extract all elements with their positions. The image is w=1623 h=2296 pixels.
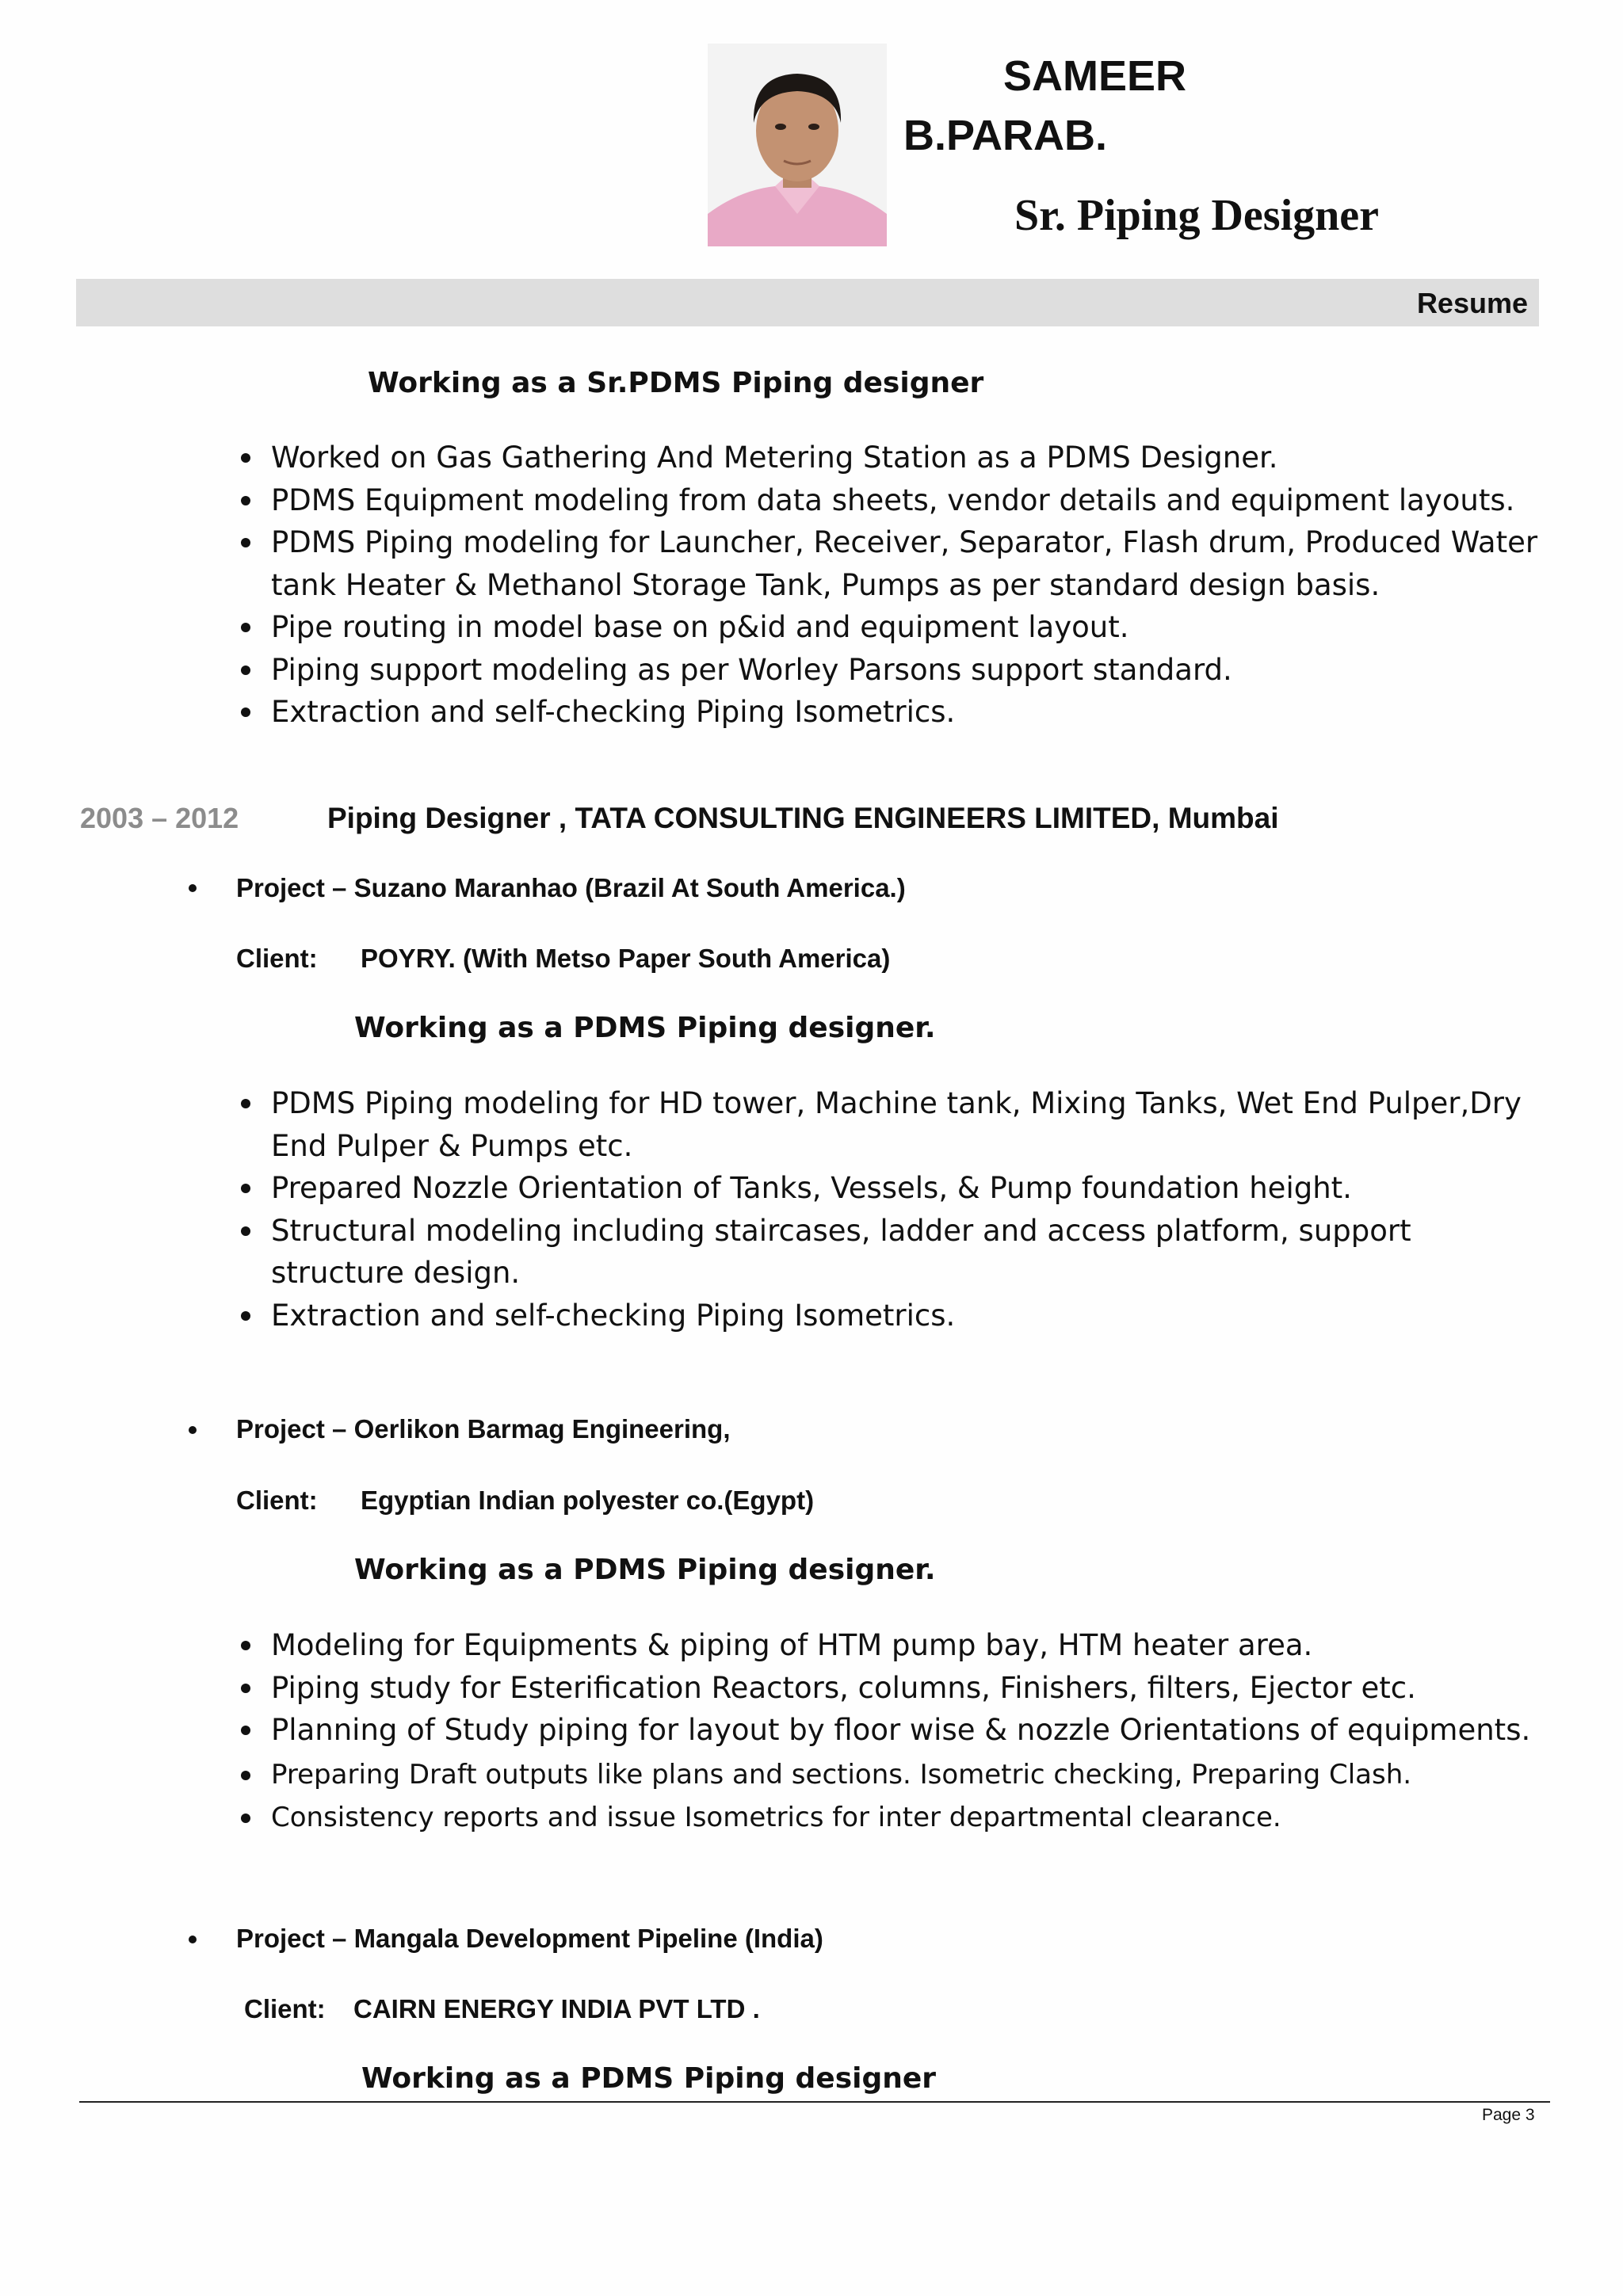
candidate-first-name: SAMEER (1003, 52, 1187, 100)
portrait-image (708, 44, 887, 246)
project-title: Project – Mangala Development Pipeline (India) (236, 1924, 823, 1953)
candidate-designation: Sr. Piping Designer (1014, 191, 1379, 240)
client-name: CAIRN ENERGY INDIA PVT LTD . (353, 1994, 760, 2023)
list-item: PDMS Equipment modeling from data sheets, vendor details and equipment layouts. (238, 479, 1545, 522)
current-role-heading: Working as a Sr.PDMS Piping designer (368, 367, 984, 399)
client-label: Client: (244, 1994, 326, 2023)
project-title: Project – Suzano Maranhao (Brazil At South America.) (236, 873, 906, 902)
project-bullets (238, 1624, 1545, 1752)
list-item: Structural modeling including staircases, ladder and access platform, support structure design. (238, 1210, 1545, 1295)
list-item: Planning of Study piping for layout by floor wise & nozzle Orientations of equipments. (238, 1709, 1545, 1752)
project-bullets (238, 1082, 1545, 1337)
list-item: Extraction and self-checking Piping Isometrics. (238, 691, 1545, 734)
page-number: Page 3 (1482, 2106, 1535, 2124)
list-item: Prepared Nozzle Orientation of Tanks, Vessels, & Pump foundation height. (238, 1167, 1545, 1210)
project-bullets-small (238, 1754, 1545, 1839)
candidate-last-name: B.PARAB. (903, 112, 1108, 159)
bullet-icon (189, 1936, 197, 1943)
list-item: Extraction and self-checking Piping Isometrics. (238, 1295, 1545, 1337)
client-name: POYRY. (With Metso Paper South America) (361, 944, 891, 973)
list-item: PDMS Piping modeling for Launcher, Receiver, Separator, Flash drum, Produced Water tank Heater & Methanol Storage Tank, Pumps as per standard design basis. (238, 521, 1545, 606)
project-role: Working as a PDMS Piping designer. (354, 1012, 936, 1044)
client-label: Client: (236, 1486, 318, 1515)
list-item: Preparing Draft outputs like plans and sections. Isometric checking, Preparing Clash. (238, 1754, 1545, 1797)
bullet-icon (189, 884, 197, 892)
client-name: Egyptian Indian polyester co.(Egypt) (361, 1486, 815, 1515)
project-role: Working as a PDMS Piping designer. (354, 1554, 936, 1586)
profile-photo (708, 44, 887, 246)
list-item: PDMS Piping modeling for HD tower, Machine tank, Mixing Tanks, Wet End Pulper,Dry End Pulper & Pumps etc. (238, 1082, 1545, 1167)
section-bar (76, 279, 1539, 326)
list-item: Worked on Gas Gathering And Metering Station as a PDMS Designer. (238, 437, 1545, 479)
list-item: Modeling for Equipments & piping of HTM pump bay, HTM heater area. (238, 1624, 1545, 1667)
client-label: Client: (236, 944, 318, 973)
project-title: Project – Oerlikon Barmag Engineering, (236, 1414, 731, 1444)
employment-position: Piping Designer , TATA CONSULTING ENGINEERS LIMITED, Mumbai (327, 802, 1279, 834)
footer-divider (79, 2101, 1550, 2103)
project-role: Working as a PDMS Piping designer (361, 2062, 937, 2095)
employment-years: 2003 – 2012 (80, 802, 239, 834)
current-role-bullets (238, 437, 1545, 734)
list-item: Piping study for Esterification Reactors, columns, Finishers, filters, Ejector etc. (238, 1667, 1545, 1710)
list-item: Pipe routing in model base on p&id and equipment layout. (238, 606, 1545, 649)
list-item: Piping support modeling as per Worley Parsons support standard. (238, 649, 1545, 692)
bullet-icon (189, 1426, 197, 1434)
list-item: Consistency reports and issue Isometrics for inter departmental clearance. (238, 1797, 1545, 1840)
section-bar-label: Resume (1416, 287, 1528, 319)
